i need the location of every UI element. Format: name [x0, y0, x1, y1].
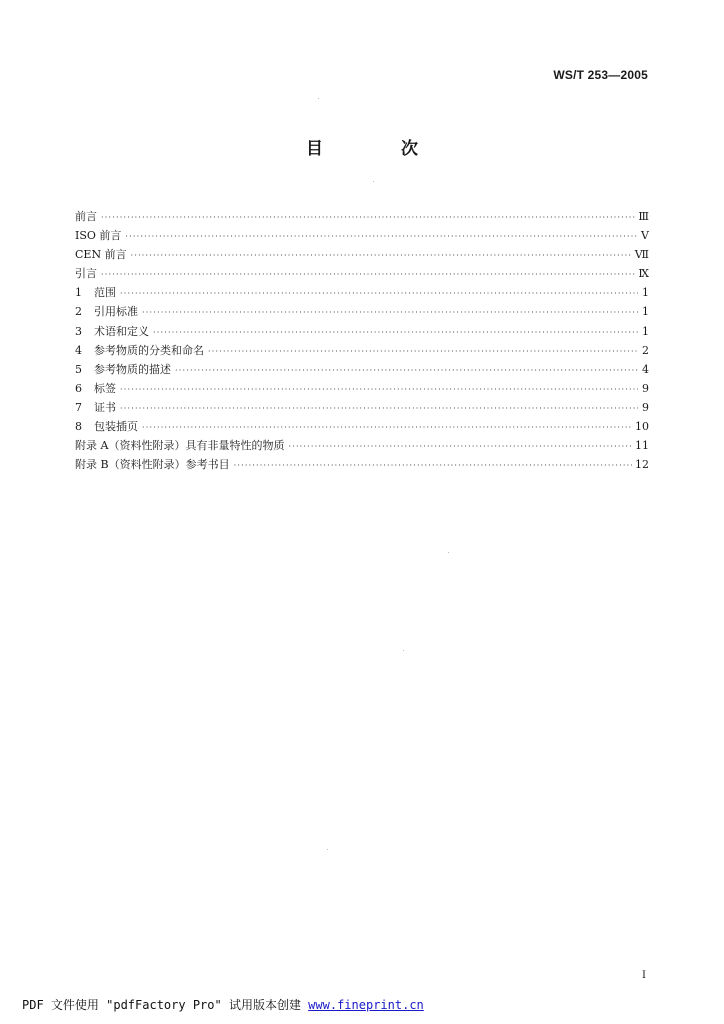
- toc-dot-leader: [120, 284, 638, 303]
- toc-entry-number: 2: [75, 305, 82, 319]
- toc-entry[interactable]: [75, 360, 649, 379]
- toc-entry[interactable]: [75, 398, 649, 417]
- toc-entry-page: Ⅴ: [641, 229, 649, 243]
- toc-entry-number: 1: [75, 286, 82, 300]
- toc-entry-page: Ⅲ: [638, 210, 649, 223]
- toc-entry[interactable]: [75, 226, 649, 245]
- toc-entry-label: ISO 前言: [75, 229, 122, 243]
- toc-entry-page: 2: [642, 343, 649, 357]
- toc-entry-label: 参考物质的分类和命名: [94, 343, 204, 357]
- toc-entry-label: 参考物质的描述: [94, 362, 171, 376]
- toc-entry[interactable]: [75, 283, 649, 302]
- document-code: WS/T 253—2005: [553, 68, 648, 82]
- toc-entry[interactable]: [75, 436, 649, 455]
- toc-entry-number: 4: [75, 343, 82, 357]
- toc-entry[interactable]: [75, 455, 649, 474]
- toc-entry-number: 8: [75, 420, 82, 434]
- toc-entry-number: 3: [75, 324, 82, 338]
- toc-entry-label: 证书: [94, 400, 116, 414]
- toc-dot-leader: [101, 265, 635, 284]
- toc-dot-leader: [120, 399, 638, 418]
- toc-entry[interactable]: [75, 302, 649, 321]
- toc-dot-leader: [208, 342, 638, 361]
- pdf-footer: [22, 996, 424, 1013]
- toc-dot-leader: [120, 380, 638, 399]
- table-of-contents: [75, 207, 649, 474]
- toc-entry-number: 5: [75, 362, 82, 376]
- toc-title: 目 次: [306, 139, 454, 159]
- toc-entry[interactable]: [75, 207, 649, 226]
- toc-dot-leader: [125, 227, 638, 246]
- toc-entry-page: 1: [642, 286, 649, 300]
- footer-link[interactable]: www.fineprint.cn: [308, 998, 424, 1012]
- toc-entry-page: 12: [635, 458, 649, 472]
- toc-entry[interactable]: [75, 417, 649, 436]
- toc-entry[interactable]: [75, 341, 649, 360]
- page-number: I: [642, 970, 646, 981]
- toc-dot-leader: [131, 246, 632, 265]
- toc-entry[interactable]: [75, 322, 649, 341]
- toc-entry-label: CEN 前言: [75, 248, 127, 262]
- toc-entry-page: 9: [642, 400, 649, 414]
- toc-entry-label: 术语和定义: [94, 324, 149, 338]
- toc-dot-leader: [234, 456, 632, 475]
- toc-entry-page: 1: [642, 324, 649, 338]
- toc-entry[interactable]: [75, 264, 649, 283]
- toc-entry-label: 附录 A（资料性附录）具有非量特性的物质: [75, 439, 285, 453]
- toc-entry-page: 9: [642, 381, 649, 395]
- toc-entry-label: 前言: [75, 210, 97, 223]
- toc-entry-number: 7: [75, 400, 82, 414]
- toc-entry-page: 1: [642, 305, 649, 319]
- toc-dot-leader: [175, 361, 638, 380]
- toc-entry-page: 11: [635, 439, 649, 453]
- toc-entry[interactable]: [75, 379, 649, 398]
- toc-entry-label: 包装插页: [94, 420, 138, 434]
- toc-entry-label: 引言: [75, 267, 97, 281]
- scan-speck: [448, 552, 449, 553]
- toc-entry[interactable]: [75, 245, 649, 264]
- toc-dot-leader: [153, 323, 638, 342]
- toc-entry-label: 范围: [94, 286, 116, 300]
- toc-entry-label: 附录 B（资料性附录）参考书目: [75, 458, 230, 472]
- toc-entry-page: 4: [642, 362, 649, 376]
- toc-entry-label: 标签: [94, 381, 116, 395]
- toc-dot-leader: [142, 418, 632, 437]
- scan-speck: [318, 98, 319, 99]
- toc-dot-leader: [142, 303, 638, 322]
- toc-dot-leader: [101, 208, 635, 227]
- toc-entry-number: 6: [75, 381, 82, 395]
- scan-speck: [403, 650, 404, 651]
- toc-dot-leader: [288, 437, 632, 456]
- scan-speck: [327, 849, 328, 850]
- scan-speck: [373, 181, 374, 182]
- toc-entry-page: Ⅸ: [638, 267, 649, 281]
- toc-entry-label: 引用标准: [94, 305, 138, 319]
- toc-entry-page: 10: [635, 420, 649, 434]
- footer-text: PDF 文件使用 "pdfFactory Pro" 试用版本创建: [22, 998, 309, 1012]
- toc-entry-page: Ⅶ: [634, 248, 649, 262]
